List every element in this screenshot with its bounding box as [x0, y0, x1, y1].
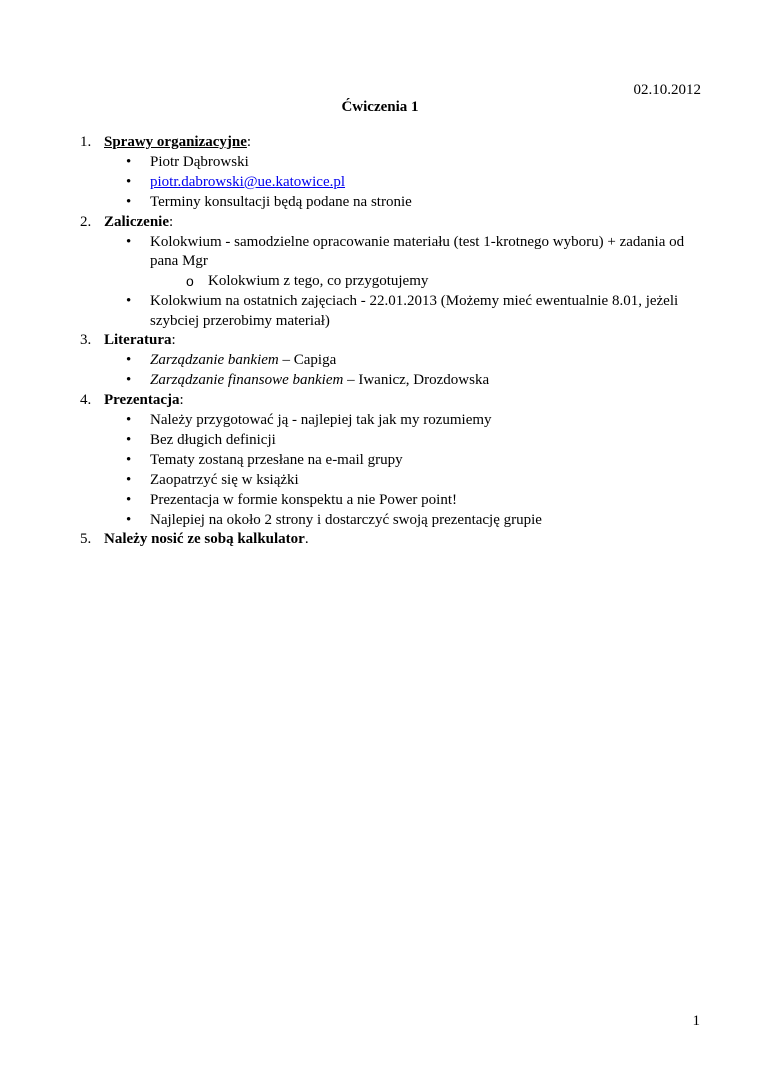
list-item-text: Zaopatrzyć się w książki: [150, 471, 299, 488]
bullet-icon: •: [126, 471, 132, 488]
section-title: Zaliczenie: [104, 213, 169, 230]
list-item: [80, 371, 700, 391]
list-item-text: Kolokwium na ostatnich zajęciach - 22.01.2013 (Możemy mieć ewentualnie 8.01, jeżeli szybciej przerobimy materiał): [150, 293, 679, 329]
section-title: Literatura: [104, 332, 172, 348]
sub-item: [80, 272, 700, 292]
numbered-list: [80, 133, 700, 550]
bullet-list: [80, 411, 700, 531]
section-title: Prezentacja: [104, 391, 180, 408]
book-author: – Iwanicz, Drozdowska: [343, 372, 490, 388]
bullet-icon: •: [126, 431, 132, 448]
list-item: [80, 411, 700, 431]
book-author: – Capiga: [278, 352, 337, 368]
list-item: [80, 153, 700, 173]
bullet-icon: •: [126, 233, 132, 250]
list-item: [80, 351, 700, 371]
list-item: [80, 511, 700, 531]
section-title: Sprawy organizacyjne: [104, 134, 247, 150]
bullet-icon: •: [126, 293, 132, 309]
bullet-icon: •: [126, 194, 132, 210]
list-item: [80, 451, 700, 471]
section-colon: :: [246, 134, 252, 150]
circle-bullet-icon: o: [186, 273, 194, 289]
bullet-icon: •: [126, 451, 132, 468]
section-heading: [80, 391, 700, 411]
section-heading: [80, 133, 700, 153]
list-item: [80, 431, 700, 451]
section-number: 3.: [80, 332, 92, 348]
list-item: [80, 292, 700, 331]
bullet-list: [80, 351, 700, 391]
list-item-text: Kolokwium - samodzielne opracowanie materiału (test 1-krotnego wyboru) + zadania od pana Mgr: [150, 233, 685, 269]
list-item-text: Najlepiej na około 2 strony i dostarczyć swoją prezentację grupie: [150, 511, 542, 528]
list-item-text: Piotr Dąbrowski: [150, 154, 249, 170]
section-number: 2.: [80, 213, 92, 230]
bullet-icon: •: [126, 174, 132, 190]
section-colon: :: [171, 332, 176, 348]
document-date: 02.10.2012: [633, 82, 701, 98]
document-title: Ćwiczenia 1: [341, 99, 419, 115]
section-number: 5.: [80, 531, 92, 547]
section-number: 1.: [80, 134, 92, 150]
list-item-text: Prezentacja w formie konspektu a nie Power point!: [150, 491, 457, 508]
book-title: Zarządzanie bankiem: [150, 352, 279, 368]
sub-item-text: Kolokwium z tego, co przygotujemy: [208, 273, 429, 289]
list-item-text: Tematy zostaną przesłane na e-mail grupy: [150, 451, 403, 468]
section-presentation: [80, 391, 700, 531]
section-heading: [80, 530, 700, 550]
list-item: [80, 173, 700, 193]
section-grading: [80, 213, 700, 332]
list-item: [80, 193, 700, 213]
section-organizational: [80, 133, 700, 213]
section-period: .: [304, 531, 309, 547]
list-item-text: Bez długich definicji: [150, 431, 276, 448]
bullet-list: [80, 233, 700, 332]
bullet-icon: •: [126, 411, 132, 428]
section-heading: [80, 331, 700, 351]
bullet-icon: •: [126, 154, 132, 170]
section-colon: :: [168, 213, 174, 230]
list-item-text: Terminy konsultacji będą podane na stronie: [150, 194, 412, 210]
section-literature: [80, 331, 700, 391]
email-link[interactable]: piotr.dabrowski@ue.katowice.pl: [150, 174, 346, 190]
bullet-icon: •: [126, 511, 132, 528]
section-title: Należy nosić ze sobą kalkulator: [104, 531, 305, 547]
bullet-list: [80, 153, 700, 213]
section-number: 4.: [80, 391, 92, 408]
bullet-icon: •: [126, 372, 132, 388]
bullet-icon: •: [126, 352, 132, 368]
page-number: 1: [692, 1013, 700, 1029]
book-title: Zarządzanie finansowe bankiem: [150, 372, 344, 388]
section-calculator: [80, 530, 700, 550]
list-item: [80, 233, 700, 272]
list-item: [80, 471, 700, 491]
sub-list-item: [80, 272, 700, 292]
section-colon: :: [179, 391, 184, 408]
list-item-text: Należy przygotować ją - najlepiej tak jak my rozumiemy: [150, 411, 492, 428]
bullet-icon: •: [126, 491, 132, 508]
section-heading: [80, 213, 700, 233]
list-item: [80, 491, 700, 511]
